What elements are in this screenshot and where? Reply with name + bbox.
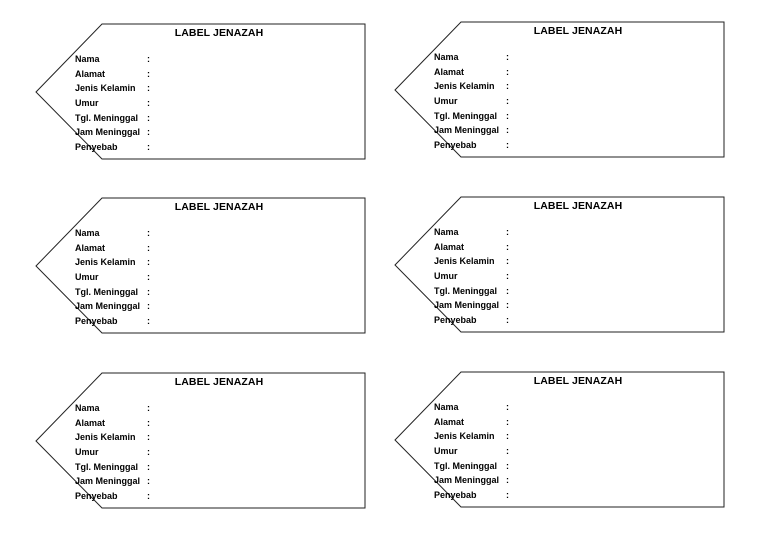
field-row-jenis-kelamin [75,430,157,445]
field-row-alamat [75,241,157,256]
field-row-jam-meninggal [75,299,157,314]
field-colon: : [147,316,150,327]
tag-title: LABEL JENAZAH [174,376,264,388]
field-row-penyebab [75,489,157,504]
field-label: Penyebab [75,491,118,502]
field-colon: : [147,242,150,253]
body-label-tag [36,373,366,509]
field-label: Umur [434,446,458,457]
field-label: Alamat [75,242,106,253]
field-row-alamat [75,416,157,431]
field-label: Jenis Kelamin [75,257,136,268]
field-list [75,226,157,329]
field-row-nama [75,226,157,241]
field-row-tgl-meninggal [434,284,516,299]
field-colon: : [147,403,150,413]
field-row-alamat [434,240,516,255]
field-colon: : [147,68,150,79]
field-label: Umur [75,98,99,109]
field-label: Nama [75,54,100,64]
field-label: Alamat [434,66,465,77]
field-colon: : [506,285,509,296]
tag-title: LABEL JENAZAH [533,25,623,37]
body-label-tag [395,197,725,333]
field-colon: : [506,416,509,427]
field-label: Alamat [75,417,106,428]
field-row-nama [75,52,157,67]
field-row-tgl-meninggal [75,285,157,300]
field-row-jam-meninggal [75,125,157,140]
field-colon: : [147,127,150,138]
field-colon: : [506,227,509,237]
field-list [75,401,157,504]
field-row-jam-meninggal [434,123,516,138]
field-row-umur [75,445,157,460]
field-label: Tgl. Meninggal [434,110,497,121]
field-row-jenis-kelamin [75,255,157,270]
field-colon: : [506,110,509,121]
field-colon: : [506,125,509,136]
field-colon: : [147,257,150,268]
field-label: Tgl. Meninggal [434,285,497,296]
field-row-penyebab [75,314,157,329]
field-label: Umur [434,271,458,282]
field-row-jenis-kelamin [75,81,157,96]
field-row-tgl-meninggal [434,109,516,124]
field-colon: : [147,461,150,472]
field-colon: : [506,256,509,267]
field-row-tgl-meninggal [75,111,157,126]
field-label: Penyebab [75,316,118,327]
field-row-nama [75,401,157,416]
field-colon: : [506,315,509,326]
field-colon: : [147,447,150,458]
field-colon: : [506,475,509,486]
field-label: Nama [75,403,100,413]
field-colon: : [506,271,509,282]
field-list [434,225,516,328]
field-label: Umur [434,96,458,107]
field-colon: : [147,112,150,123]
field-colon: : [506,66,509,77]
field-colon: : [147,54,150,64]
field-label: Alamat [434,241,465,252]
field-colon: : [147,98,150,109]
field-row-tgl-meninggal [434,459,516,474]
field-colon: : [147,491,150,502]
tag-title: LABEL JENAZAH [174,27,264,39]
field-row-penyebab [434,138,516,153]
field-label: Tgl. Meninggal [434,460,497,471]
field-label: Alamat [75,68,106,79]
field-row-umur [434,94,516,109]
field-colon: : [506,140,509,151]
field-row-jenis-kelamin [434,79,516,94]
field-row-jenis-kelamin [434,429,516,444]
field-colon: : [506,81,509,92]
field-label: Umur [75,272,99,283]
field-row-penyebab [75,140,157,155]
field-list [434,400,516,503]
field-row-nama [434,50,516,65]
field-label: Penyebab [75,142,118,153]
tag-title: LABEL JENAZAH [533,375,623,387]
field-colon: : [506,431,509,442]
field-label: Jenis Kelamin [434,431,495,442]
field-colon: : [147,228,150,238]
field-row-alamat [434,65,516,80]
field-label: Jenis Kelamin [434,256,495,267]
field-colon: : [147,272,150,283]
field-label: Nama [434,227,459,237]
field-label: Tgl. Meninggal [75,112,138,123]
field-row-alamat [75,67,157,82]
field-row-tgl-meninggal [75,460,157,475]
field-label: Penyebab [434,140,477,151]
field-row-alamat [434,415,516,430]
field-row-umur [434,269,516,284]
field-row-jam-meninggal [75,474,157,489]
field-row-penyebab [434,488,516,503]
field-row-nama [434,400,516,415]
field-list [75,52,157,155]
field-colon: : [506,241,509,252]
field-colon: : [506,460,509,471]
field-colon: : [506,300,509,311]
field-label: Penyebab [434,315,477,326]
field-label: Jenis Kelamin [75,432,136,443]
field-row-nama [434,225,516,240]
field-label: Jam Meninggal [75,301,141,312]
field-colon: : [506,446,509,457]
tag-title: LABEL JENAZAH [174,201,264,213]
field-label: Jam Meninggal [434,475,500,486]
body-label-tag [395,372,725,508]
field-list [434,50,516,153]
field-label: Nama [434,52,459,62]
body-label-tag [395,22,725,158]
field-label: Jam Meninggal [434,300,500,311]
field-colon: : [506,402,509,412]
field-label: Jenis Kelamin [75,83,136,94]
field-label: Umur [75,447,99,458]
field-colon: : [147,83,150,94]
field-row-jam-meninggal [434,298,516,313]
field-row-umur [434,444,516,459]
field-colon: : [506,490,509,501]
field-row-penyebab [434,313,516,328]
field-colon: : [147,432,150,443]
field-colon: : [147,301,150,312]
field-label: Nama [434,402,459,412]
field-label: Jenis Kelamin [434,81,495,92]
field-colon: : [147,417,150,428]
field-colon: : [506,96,509,107]
field-label: Jam Meninggal [434,125,500,136]
body-label-tag [36,24,366,160]
field-row-umur [75,96,157,111]
field-colon: : [147,476,150,487]
field-label: Tgl. Meninggal [75,461,138,472]
field-label: Nama [75,228,100,238]
field-colon: : [147,142,150,153]
field-row-umur [75,270,157,285]
field-label: Jam Meninggal [75,127,141,138]
field-label: Jam Meninggal [75,476,141,487]
field-label: Tgl. Meninggal [75,286,138,297]
field-colon: : [506,52,509,62]
field-row-jam-meninggal [434,473,516,488]
tag-title: LABEL JENAZAH [533,200,623,212]
field-colon: : [147,286,150,297]
field-label: Penyebab [434,490,477,501]
field-label: Alamat [434,416,465,427]
field-row-jenis-kelamin [434,254,516,269]
body-label-tag [36,198,366,334]
